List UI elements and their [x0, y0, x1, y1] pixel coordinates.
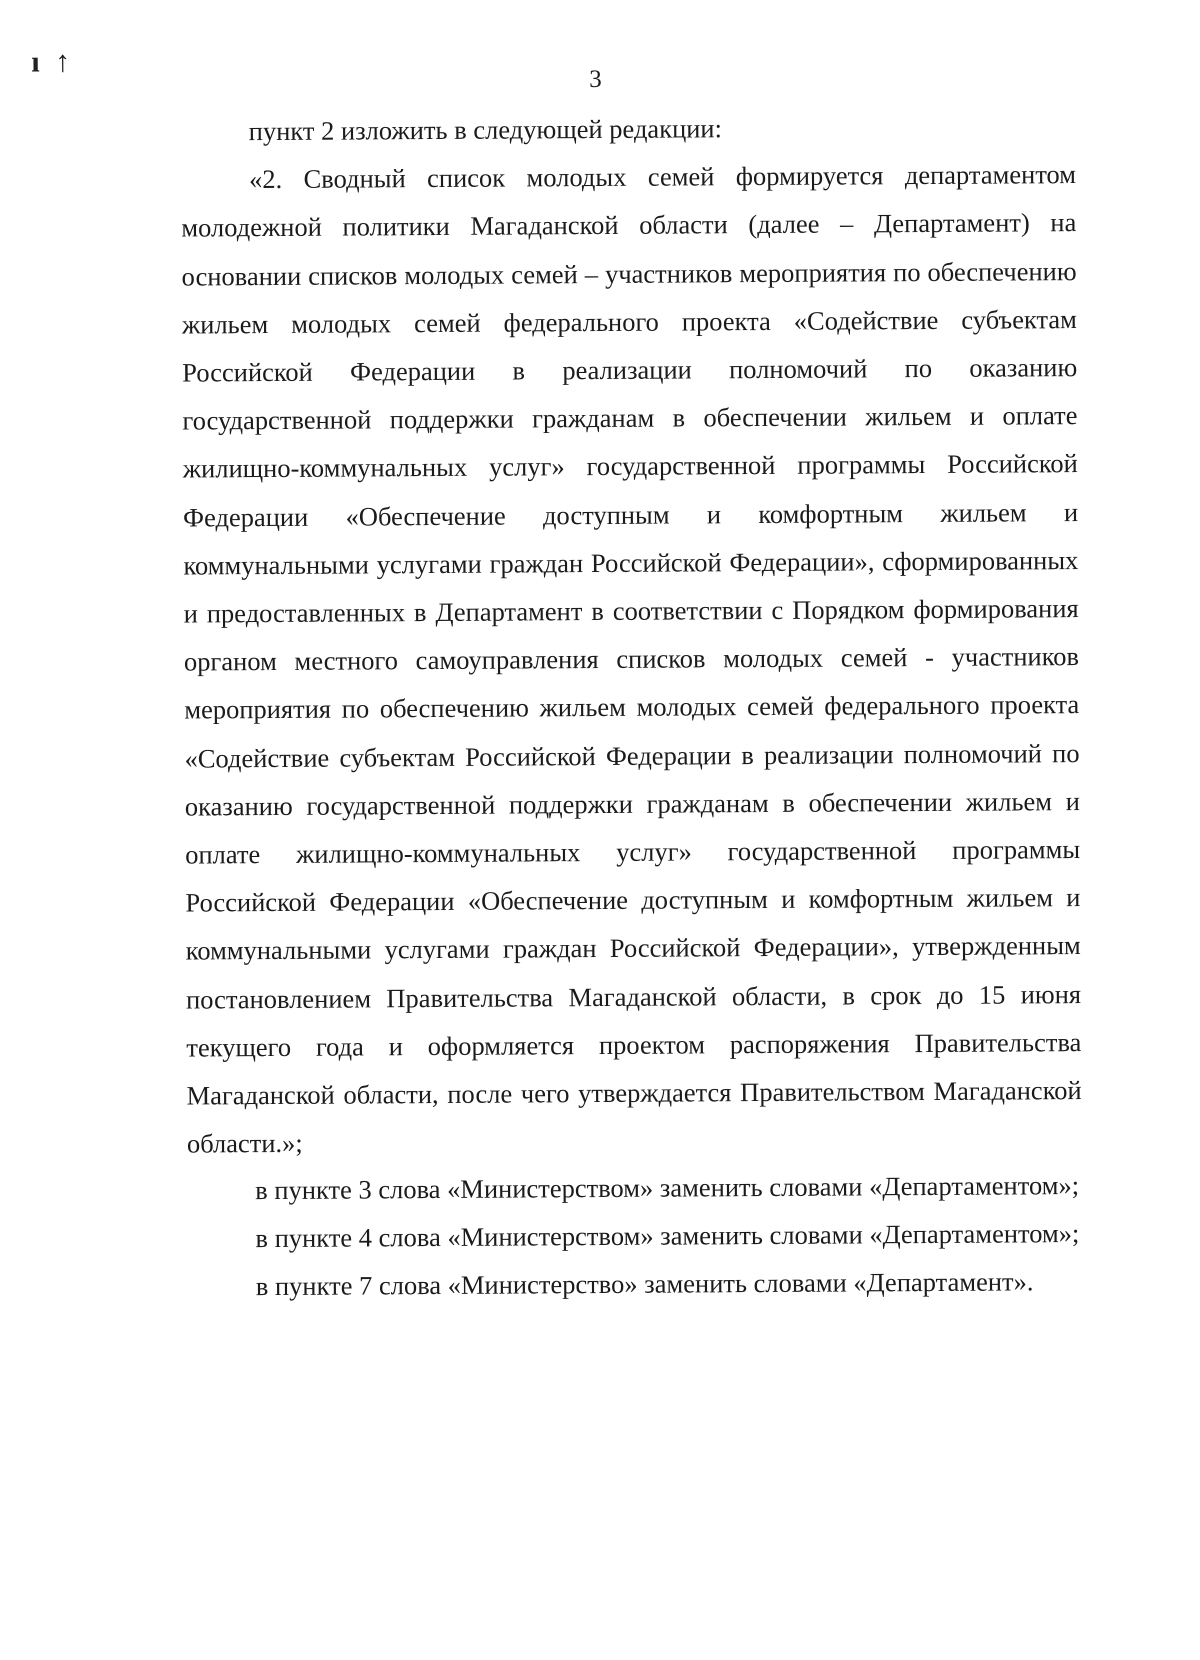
replacement-list	[187, 1163, 1083, 1311]
intro-paragraph: пункт 2 изложить в следующей редакции:	[248, 113, 723, 147]
scan-corner-mark: ı ↑	[31, 45, 75, 79]
replacement-item-3: в пункте 3 слова «Министерством» заменить словами «Департаментом»;	[255, 1170, 1080, 1206]
document-body	[181, 102, 1083, 1312]
amendment-paragraph-2: «2. Сводный список молодых семей формируется департаментом молодежной политики Магаданской области (далее – Департамент) на основании списков молодых семей – участников мероприятия по обеспечению жильем молодых семей федерального проекта «Содействие субъектам Российской Федерации в реализации полномочий по оказанию государственной поддержки гражданам в обеспечении жильем и оплате жилищно-коммунальных услуг» государственной программы Российской Федерации «Обеспечение доступным и комфортным жильем и коммунальными услугами граждан Российской Федерации», сформированных и предоставленных в Департамент в соответствии с Порядком формирования органом местного самоуправления списков молодых семей - участников мероприятия по обеспечению жильем молодых семей федерального проекта «Содействие субъектам Российской Федерации в реализации полномочий по оказанию государственной поддержки гражданам в обеспечении жильем и оплате жилищно-коммунальных услуг» государственной программы Российской Федерации «Обеспечение доступным и комфортным жильем и коммунальными услугами граждан Российской Федерации», утвержденным постановлением Правительства Магаданской области, в срок до 15 июня текущего года и оформляется проектом распоряжения Правительства Магаданской области, после чего утверждается Правительством Магаданской области.»;	[181, 159, 1082, 1159]
replacement-item-4: в пункте 4 слова «Министерством» заменить словами «Департаментом»;	[255, 1218, 1080, 1254]
replacement-item-7: в пункте 7 слова «Министерство» заменить словами «Департамент».	[255, 1266, 1034, 1302]
page-number: 3	[589, 65, 602, 94]
